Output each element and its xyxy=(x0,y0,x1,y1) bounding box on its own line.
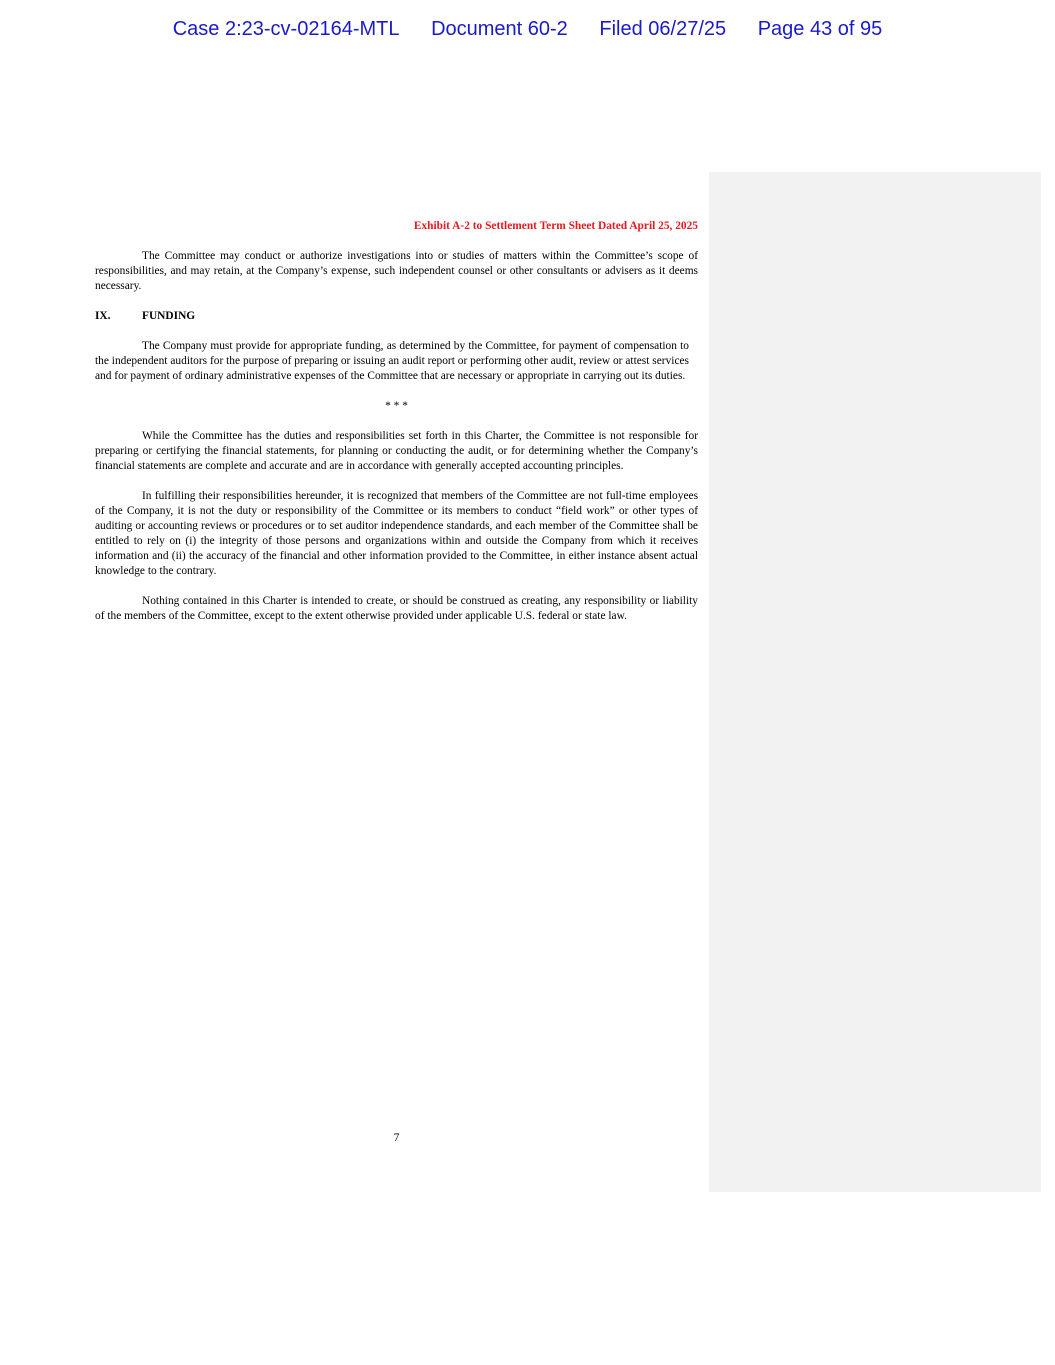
paragraph-duties: While the Committee has the duties and responsibilities set forth in this Charter, the Committee is not responsible for preparing or certifying the financial statements, for planning or conducting the audit, or for determining whether the Company’s financial statements are complete and accurate and are in accordance with generally accepted accounting principles. xyxy=(95,430,698,472)
paragraph-investigations: The Committee may conduct or authorize investigations into or studies of matters within the Committee’s scope of responsibilities, and may retain, at the Company’s expense, such independent counsel or other consultants or advisers as it deems necessary. xyxy=(95,250,698,292)
paragraph-liability: Nothing contained in this Charter is intended to create, or should be construed as creating, any responsibility or liability of the members of the Committee, except to the extent otherwise provided under applicable U.S. federal or state law. xyxy=(95,595,698,622)
page-count: Page 43 of 95 xyxy=(757,18,883,40)
case-header xyxy=(0,18,1055,41)
case-number: Case 2:23-cv-02164-MTL xyxy=(172,18,400,40)
comment-margin-panel xyxy=(709,172,1041,1192)
filed-date: Filed 06/27/25 xyxy=(599,18,727,40)
section-heading xyxy=(95,309,698,324)
document-body xyxy=(95,219,698,639)
section-title: FUNDING xyxy=(142,310,196,322)
separator: * * * xyxy=(385,400,408,412)
document-number: Document 60-2 xyxy=(431,18,568,40)
section-number: IX. xyxy=(95,310,111,322)
exhibit-title: Exhibit A-2 to Settlement Term Sheet Dated April 25, 2025 xyxy=(413,220,698,232)
paragraph-reliance: In fulfilling their responsibilities hereunder, it is recognized that members of the Committee are not full-time employees of the Company, it is not the duty or responsibility of the Committee or its members to conduct “field work” or other types of auditing or accounting reviews or procedures or to set auditor independence standards, and each member of the Committee shall be entitled to rely on (i) the integrity of those persons and organizations within and outside the Company from which it receives information and (ii) the accuracy of the financial and other information provided to the Committee, in either instance absent actual knowledge to the contrary. xyxy=(95,490,698,577)
paragraph-funding: The Company must provide for appropriate funding, as determined by the Committee, for payment of compensation to the independent auditors for the purpose of preparing or issuing an audit report or performing other audit, review or attest services and for payment of ordinary administrative expenses of the Committee that are necessary or appropriate in carrying out its duties. xyxy=(95,340,689,382)
page-number: 7 xyxy=(393,1132,400,1144)
